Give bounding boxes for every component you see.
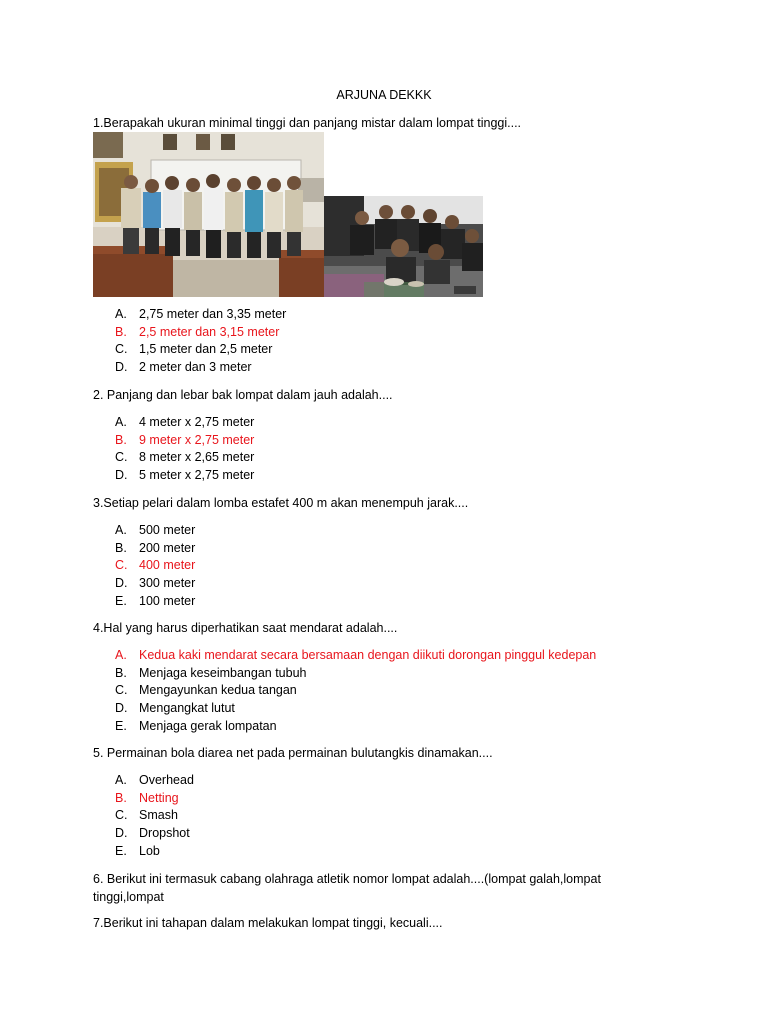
option-5a: A. Overhead [115, 773, 194, 787]
question-1: 1.Berapakah ukuran minimal tinggi dan panjang mistar dalam lompat tinggi.... [93, 116, 522, 130]
option-3c-correct: C. 400 meter [115, 558, 196, 573]
option-4a-correct: A. Kedua kaki mendarat secara bersamaan dengan diikuti dorongan pinggul kedepan [115, 648, 597, 662]
option-1d: D. 2 meter dan 3 meter [115, 360, 252, 375]
option-3d: D. 300 meter [115, 576, 196, 591]
question-4: 4.Hal yang harus diperhatikan saat mendarat adalah.... [93, 621, 398, 635]
option-5b-correct: B. Netting [115, 790, 179, 805]
option-5d: D. Dropshot [115, 826, 190, 841]
question-5: 5. Permainan bola diarea net pada permainan bulutangkis dinamakan.... [93, 746, 493, 760]
option-1c: C. 1,5 meter dan 2,5 meter [115, 342, 273, 357]
group-photo-classroom [93, 132, 324, 297]
question-5-options [115, 772, 194, 860]
option-2c: C. 8 meter x 2,65 meter [115, 450, 255, 465]
option-2b-correct: B. 9 meter x 2,75 meter [115, 432, 255, 447]
option-4c: C. Mengayunkan kedua tangan [115, 683, 297, 698]
option-2d: D. 5 meter x 2,75 meter [115, 468, 255, 483]
option-3a: A. 500 meter [115, 523, 196, 537]
option-1b-correct: B. 2,5 meter dan 3,15 meter [115, 324, 280, 339]
question-1-options [115, 306, 286, 377]
question-2: 2. Panjang dan lebar bak lompat dalam jauh adalah.... [93, 388, 393, 402]
option-1a: A. 2,75 meter dan 3,35 meter [115, 307, 287, 321]
group-photo-seated [324, 196, 483, 297]
document-title: ARJUNA DEKKK [336, 88, 432, 102]
option-5c: C. Smash [115, 808, 178, 823]
question-7: 7.Berikut ini tahapan dalam melakukan lompat tinggi, kecuali.... [93, 916, 443, 930]
option-4d: D. Mengangkat lutut [115, 701, 235, 716]
question-2-options [115, 414, 254, 485]
question-6: 6. Berikut ini termasuk cabang olahraga atletik nomor lompat adalah....(lompat galah,lompat tinggi,lompat [93, 872, 601, 904]
option-2a: A. 4 meter x 2,75 meter [115, 415, 255, 429]
question-4-options [115, 647, 596, 735]
option-4b: B. Menjaga keseimbangan tubuh [115, 665, 307, 680]
option-4e: E. Menjaga gerak lompatan [115, 718, 277, 733]
question-3: 3.Setiap pelari dalam lomba estafet 400 m akan menempuh jarak.... [93, 496, 469, 510]
option-3e: E. 100 meter [115, 593, 196, 608]
question-3-options [115, 522, 195, 610]
option-3b: B. 200 meter [115, 540, 196, 555]
option-5e: E. Lob [115, 843, 160, 858]
